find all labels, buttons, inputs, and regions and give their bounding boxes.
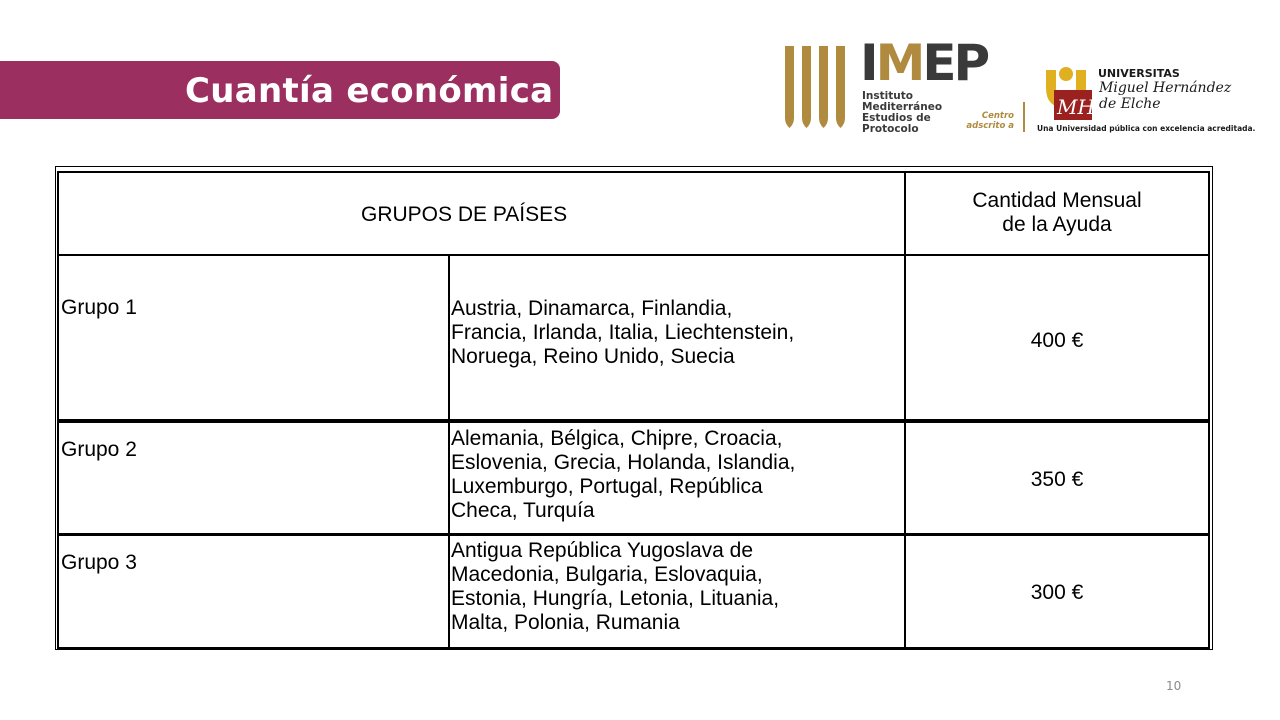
countries-list: Austria, Dinamarca, Finlandia, Francia, Irlanda, Italia, Liechtenstein, Noruega, Reino Unido, Suecia xyxy=(451,297,795,368)
umh-tagline: Una Universidad pública con excelencia acreditada. xyxy=(1037,124,1256,133)
group-label: Grupo 3 xyxy=(61,551,137,574)
logo-divider xyxy=(1023,102,1025,132)
umh-name: Miguel Hernández de Elche xyxy=(1099,80,1232,112)
imep-subtitle: Instituto Mediterráneo Estudios de Protocolo xyxy=(862,90,943,135)
imep-logo xyxy=(782,34,1042,136)
umh-universitas: UNIVERSITAS xyxy=(1098,67,1180,80)
aid-amount-table xyxy=(55,166,1213,650)
umh-emblem-icon xyxy=(1040,64,1096,122)
table-row-amount-cell xyxy=(904,534,1210,649)
group-label: Grupo 1 xyxy=(61,296,137,319)
slide-title: Cuantía económica xyxy=(185,71,554,111)
amount-value: 350 € xyxy=(1030,468,1084,491)
header-groups-label: GRUPOS DE PAÍSES xyxy=(361,203,568,226)
header-amount-label: Cantidad Mensual de la Ayuda xyxy=(972,189,1142,236)
umh-logo xyxy=(1037,62,1256,142)
amount-value: 300 € xyxy=(1030,581,1084,604)
title-bar xyxy=(0,61,560,119)
table-row-countries-cell xyxy=(448,534,906,649)
group-label: Grupo 2 xyxy=(61,438,137,461)
table-row-countries-cell xyxy=(448,421,906,535)
table-row-group-cell xyxy=(57,421,450,535)
centro-adscrito-label: Centro adscrito a xyxy=(966,111,1014,131)
svg-text:MH: MH xyxy=(1057,95,1095,119)
header-groups-cell xyxy=(57,171,906,256)
table-row-group-cell xyxy=(57,254,450,421)
imep-wordmark: IMEP xyxy=(860,34,988,92)
header-amount-cell xyxy=(904,171,1210,256)
countries-list: Antigua República Yugoslava de Macedonia, Bulgaria, Eslovaquia, Estonia, Hungría, Letonia, Lituania, Malta, Polonia, Rumania xyxy=(451,539,780,634)
table-row-amount-cell xyxy=(904,254,1210,421)
table-row-amount-cell xyxy=(904,421,1210,535)
amount-value: 400 € xyxy=(1030,329,1084,352)
table-row-countries-cell xyxy=(448,254,906,421)
page-number: 10 xyxy=(1166,679,1182,693)
table-row-group-cell xyxy=(57,534,450,649)
countries-list: Alemania, Bélgica, Chipre, Croacia, Eslovenia, Grecia, Holanda, Islandia, Luxemburgo, Portugal, República Checa, Turquía xyxy=(451,427,796,522)
imep-bars-icon xyxy=(782,44,856,136)
